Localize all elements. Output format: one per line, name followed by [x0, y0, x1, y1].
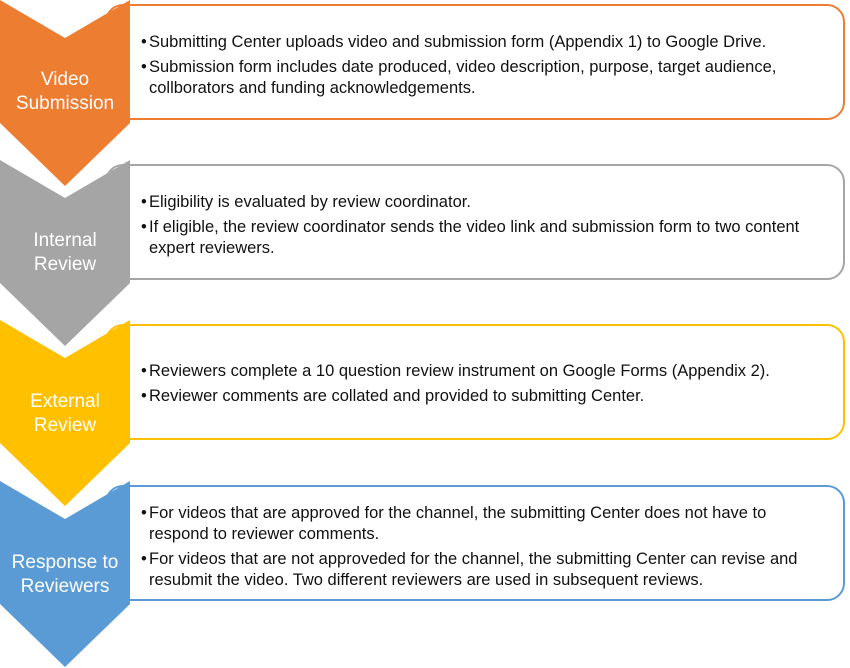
step-2-bullet-1: • Eligibility is evaluated by review coordinator. — [141, 192, 825, 213]
step-4-bullet-1: • For videos that are approved for the channel, the submitting Center does not have to respond to reviewer comments. — [141, 503, 825, 545]
step-4-label: Response to Reviewers — [11, 552, 119, 597]
step-3-chevron — [0, 320, 130, 506]
step-4-bullet-2: • For videos that are not approveded for the channel, the submitting Center can revise and resubmit the video. Two different reviewers are used in subsequent reviews. — [141, 549, 825, 591]
step-2-chevron — [0, 160, 130, 346]
step-2-label: Internal Review — [33, 230, 97, 275]
step-3-bullet-2: • Reviewer comments are collated and provided to submitting Center. — [141, 386, 825, 407]
step-1-label: Video Submission — [15, 69, 115, 114]
step-1-bullet-1: • Submitting Center uploads video and submission form (Appendix 1) to Google Drive. — [141, 32, 825, 53]
step-4-chevron — [0, 481, 130, 667]
step-2-detail-box — [105, 164, 845, 280]
step-4-detail-box — [105, 485, 845, 601]
step-3-detail-box — [105, 324, 845, 440]
step-1-detail-box — [105, 4, 845, 120]
step-1-chevron — [0, 0, 130, 186]
step-1-bullet-2: • Submission form includes date produced, video description, purpose, target audience, collborators and funding acknowledgements. — [141, 57, 825, 99]
step-2-bullet-2: • If eligible, the review coordinator sends the video link and submission form to two content expert reviewers. — [141, 217, 825, 259]
step-3-bullet-1: • Reviewers complete a 10 question review instrument on Google Forms (Appendix 2). — [141, 361, 825, 382]
step-3-label: External Review — [30, 391, 100, 436]
